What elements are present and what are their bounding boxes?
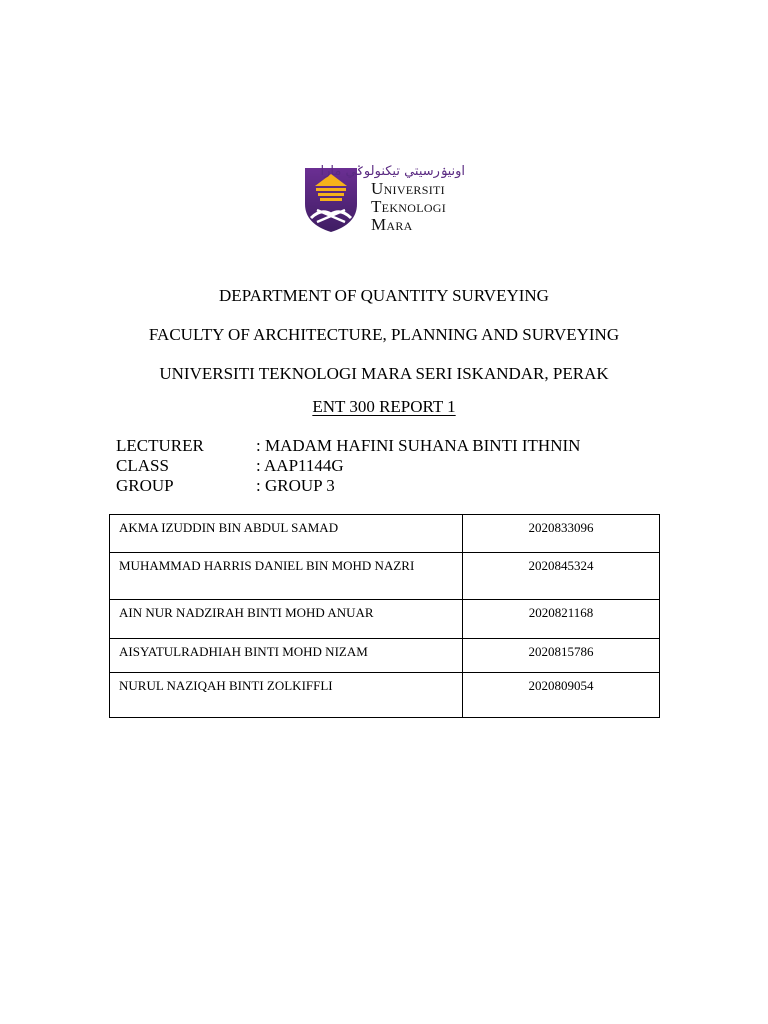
member-name: NURUL NAZIQAH BINTI ZOLKIFFLI bbox=[110, 673, 463, 718]
class-row bbox=[116, 456, 344, 476]
report-title-text: ENT 300 REPORT 1 bbox=[312, 397, 456, 416]
table-row bbox=[110, 673, 660, 718]
svg-text:اونيۏرسيتي تيكنولوݢي مارا: اونيۏرسيتي تيكنولوݢي مارا bbox=[320, 164, 465, 179]
member-id: 2020845324 bbox=[463, 553, 660, 600]
member-id: 2020833096 bbox=[463, 515, 660, 553]
member-name: AISYATULRADHIAH BINTI MOHD NIZAM bbox=[110, 639, 463, 673]
logo-text-line3: Mara bbox=[371, 215, 413, 234]
faculty-heading: FACULTY OF ARCHITECTURE, PLANNING AND SURVEYING bbox=[148, 325, 620, 344]
group-label: GROUP bbox=[116, 476, 174, 495]
report-title bbox=[0, 397, 768, 417]
member-name: AKMA IZUDDIN BIN ABDUL SAMAD bbox=[110, 515, 463, 553]
lecturer-row bbox=[116, 436, 580, 456]
department-heading: DEPARTMENT OF QUANTITY SURVEYING bbox=[219, 286, 549, 305]
member-name: AIN NUR NADZIRAH BINTI MOHD ANUAR bbox=[110, 600, 463, 639]
members-table bbox=[109, 514, 660, 718]
member-id: 2020809054 bbox=[463, 673, 660, 718]
jawi-wordmark bbox=[320, 159, 467, 181]
group-value: : GROUP 3 bbox=[256, 476, 335, 495]
lecturer-value: : MADAM HAFINI SUHANA BINTI ITHNIN bbox=[256, 436, 581, 455]
member-id: 2020821168 bbox=[463, 600, 660, 639]
group-row bbox=[116, 476, 335, 496]
class-label: CLASS bbox=[116, 456, 169, 475]
logo-text-line1: Universiti bbox=[371, 179, 445, 198]
table-row bbox=[110, 515, 660, 553]
table-row bbox=[110, 639, 660, 673]
table-row bbox=[110, 600, 660, 639]
logo-text-line2: Teknologi bbox=[371, 197, 447, 216]
member-id: 2020815786 bbox=[463, 639, 660, 673]
university-heading: UNIVERSITI TEKNOLOGI MARA SERI ISKANDAR, PERAK bbox=[159, 364, 609, 383]
class-value: : AAP1144G bbox=[256, 456, 344, 475]
table-row bbox=[110, 553, 660, 600]
lecturer-label: LECTURER bbox=[116, 436, 204, 455]
member-name: MUHAMMAD HARRIS DANIEL BIN MOHD NAZRI bbox=[110, 553, 463, 600]
uitm-logo bbox=[303, 159, 473, 235]
